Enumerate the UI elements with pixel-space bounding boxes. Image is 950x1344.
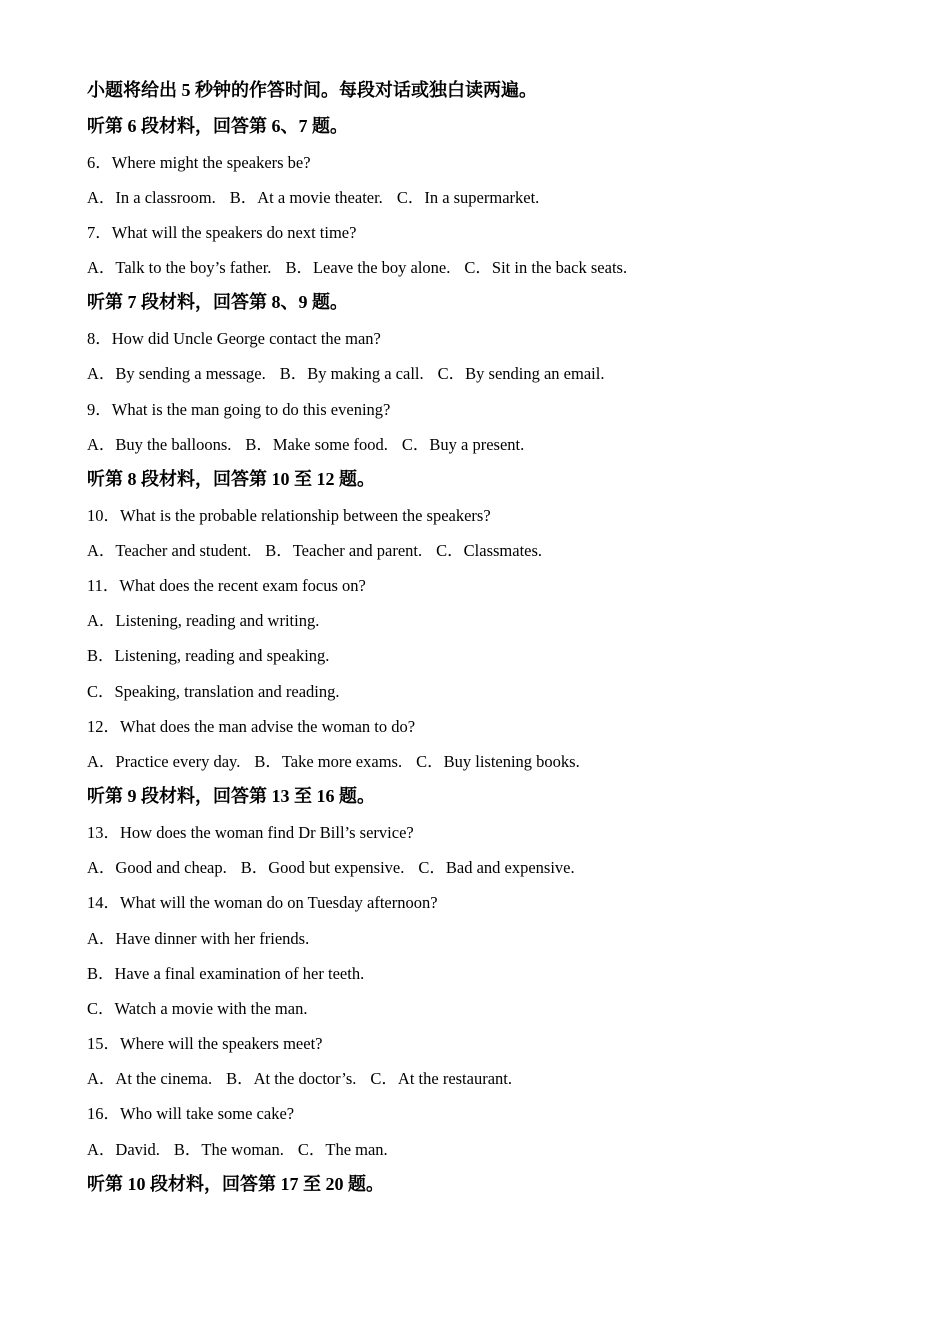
answer-option: B．The woman. — [173, 1139, 284, 1159]
answer-option: A．Buy the balloons. — [87, 434, 232, 454]
answer-option: B．Leave the boy alone. — [285, 258, 451, 278]
answer-option: C．In a supermarket. — [396, 187, 540, 207]
answer-option: B．Make some food. — [245, 434, 388, 454]
answer-option: B．Take more exams. — [254, 752, 403, 771]
answer-option: A．In a classroom. — [87, 187, 216, 207]
answer-options — [87, 427, 887, 462]
answer-option: C．Sit in the back seats. — [464, 258, 628, 278]
question-text: 13．How does the woman find Dr Bill’s service? — [87, 822, 414, 842]
answer-option: A．Talk to the boy’s father. — [87, 258, 272, 278]
question-text: 16．Who will take some cake? — [87, 1104, 295, 1124]
answer-option: A．Teacher and student. — [87, 540, 252, 560]
question-text: C．Watch a movie with the man. — [87, 998, 308, 1018]
answer-option: B．At the doctor’s. — [226, 1069, 357, 1089]
document-page — [87, 73, 887, 1203]
answer-options — [87, 744, 887, 779]
answer-option: B．At a movie theater. — [229, 187, 383, 207]
question-text: C．Speaking, translation and reading. — [87, 681, 340, 701]
answer-options — [87, 250, 887, 285]
answer-option: B．Teacher and parent. — [265, 540, 423, 560]
answer-options — [87, 180, 887, 215]
answer-option: A．David. — [87, 1139, 160, 1159]
answer-option: B．By making a call. — [279, 364, 424, 384]
question-text: 6．Where might the speakers be? — [87, 152, 311, 172]
question-text: B．Have a final examination of her teeth. — [87, 963, 365, 983]
section-heading: 听第 8 段材料，回答第 10 至 12 题。 — [87, 468, 375, 489]
question-text: A．Listening, reading and writing. — [87, 611, 320, 631]
question-text: 11．What does the recent exam focus on? — [87, 576, 366, 596]
question-text: B．Listening, reading and speaking. — [87, 646, 330, 666]
answer-option: C．By sending an email. — [437, 364, 605, 384]
answer-option: A．At the cinema. — [87, 1069, 213, 1089]
section-heading: 听第 10 段材料，回答第 17 至 20 题。 — [87, 1173, 384, 1194]
question-text: 9．What is the man going to do this evening? — [87, 399, 391, 419]
answer-options — [87, 533, 887, 568]
answer-option: C．The man. — [297, 1139, 388, 1159]
question-text: 8．How did Uncle George contact the man? — [87, 329, 381, 349]
answer-option: C．At the restaurant. — [370, 1069, 512, 1089]
answer-option: C．Buy a present. — [401, 434, 525, 454]
answer-option: C．Classmates. — [436, 540, 543, 560]
answer-option: A．By sending a message. — [87, 364, 266, 384]
answer-option: A．Practice every day. — [87, 752, 241, 771]
answer-option: B．Good but expensive. — [240, 858, 405, 878]
question-text: 10．What is the probable relationship between the speakers? — [87, 505, 491, 525]
question-text: 7．What will the speakers do next time? — [87, 222, 357, 242]
section-heading: 听第 9 段材料，回答第 13 至 16 题。 — [87, 786, 375, 807]
answer-option: C．Bad and expensive. — [418, 858, 575, 878]
section-heading: 小题将给出 5 秒钟的作答时间。每段对话或独白读两遍。 — [87, 80, 537, 100]
section-heading: 听第 7 段材料，回答第 8、9 题。 — [87, 292, 348, 313]
section-heading: 听第 6 段材料，回答第 6、7 题。 — [87, 115, 348, 136]
question-text: A．Have dinner with her friends. — [87, 928, 310, 948]
answer-options — [87, 356, 887, 391]
answer-option: C．Buy listening books. — [416, 752, 580, 771]
question-text: 14．What will the woman do on Tuesday afternoon? — [87, 893, 438, 913]
answer-options — [87, 850, 887, 885]
question-text: 12．What does the man advise the woman to do? — [87, 716, 416, 736]
answer-option: A．Good and cheap. — [87, 858, 227, 878]
answer-options — [87, 1061, 887, 1096]
answer-options — [87, 1132, 887, 1167]
question-text: 15．Where will the speakers meet? — [87, 1034, 323, 1054]
